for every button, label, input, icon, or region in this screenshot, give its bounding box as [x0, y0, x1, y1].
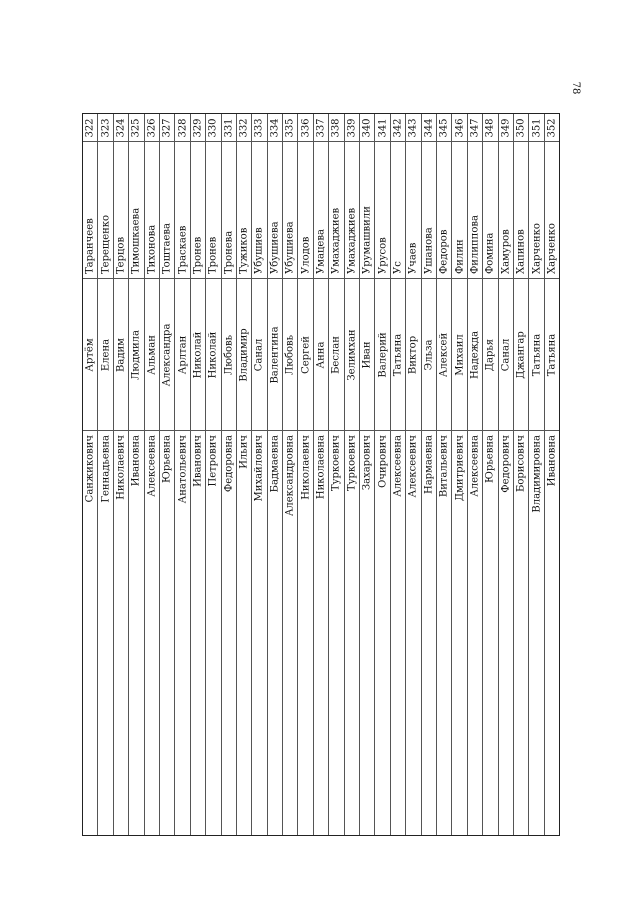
row-number-cell: [206, 114, 220, 142]
surname: Умацева: [315, 229, 327, 274]
surname-cell: [452, 142, 466, 279]
table-row: [283, 114, 298, 835]
first-name-cell: [437, 279, 451, 431]
patronymic: Туркоевич: [346, 435, 358, 492]
surname: Убушиев: [253, 227, 265, 274]
row-number: 322: [84, 117, 96, 138]
patronymic: Захарович: [361, 435, 373, 491]
table-row: [329, 114, 344, 835]
first-name-cell: [175, 279, 189, 431]
first-name: Елена: [100, 338, 112, 371]
row-number-cell: [499, 114, 513, 142]
first-name-cell: [360, 279, 374, 431]
patronymic-cell: [422, 431, 436, 835]
patronymic-cell: [222, 431, 236, 835]
row-number-cell: [529, 114, 543, 142]
patronymic-cell: [483, 431, 497, 835]
row-number: 323: [100, 117, 112, 138]
table-row: [391, 114, 406, 835]
surname: Тихонова: [146, 224, 158, 274]
patronymic: Александровна: [284, 435, 296, 517]
patronymic-cell: [437, 431, 451, 835]
surname-cell: [191, 142, 205, 279]
row-number: 328: [177, 117, 189, 138]
surname: Филиппова: [469, 215, 481, 274]
patronymic-cell: [98, 431, 112, 835]
surname-cell: [360, 142, 374, 279]
surname: Хапинов: [515, 229, 527, 274]
patronymic-cell: [499, 431, 513, 835]
patronymic: Петрович: [207, 435, 219, 487]
surname: Улодов: [300, 236, 312, 274]
first-name-cell: [206, 279, 220, 431]
patronymic-cell: [514, 431, 528, 835]
table-row: [83, 114, 98, 835]
row-number: 351: [531, 117, 543, 138]
row-number-cell: [545, 114, 559, 142]
first-name-cell: [314, 279, 328, 431]
surname-cell: [422, 142, 436, 279]
row-number: 329: [192, 117, 204, 138]
surname-cell: [468, 142, 482, 279]
patronymic-cell: [175, 431, 189, 835]
patronymic: Николаевич: [115, 435, 127, 500]
first-name: Санал: [500, 338, 512, 371]
first-name-cell: [252, 279, 266, 431]
patronymic-cell: [83, 431, 97, 835]
table-row: [268, 114, 283, 835]
table-row: [437, 114, 452, 835]
patronymic-cell: [206, 431, 220, 835]
row-number-cell: [222, 114, 236, 142]
first-name: Татьяна: [531, 333, 543, 376]
row-number-cell: [114, 114, 128, 142]
surname-cell: [114, 142, 128, 279]
table-row: [237, 114, 252, 835]
surname: Харченко: [531, 223, 543, 274]
surname: Учаев: [407, 242, 419, 274]
surname-cell: [406, 142, 420, 279]
surname-cell: [268, 142, 282, 279]
first-name-cell: [98, 279, 112, 431]
surname: Умахаджиев: [346, 207, 358, 274]
surname: Урумашвили: [361, 206, 373, 274]
surname: Ушанова: [423, 227, 435, 274]
patronymic: Николаевна: [315, 435, 327, 500]
first-name-cell: [83, 279, 97, 431]
patronymic: Бадмаевна: [269, 435, 281, 493]
table-row: [129, 114, 144, 835]
first-name: Беслан: [330, 335, 342, 374]
row-number-cell: [468, 114, 482, 142]
surname: Хамуров: [500, 229, 512, 274]
surname: Федоров: [438, 229, 450, 274]
row-number: 341: [377, 117, 389, 138]
patronymic: Ивановна: [546, 435, 558, 487]
table-row: [345, 114, 360, 835]
first-name-cell: [391, 279, 405, 431]
table-row: [360, 114, 375, 835]
surname-cell: [206, 142, 220, 279]
row-number-cell: [145, 114, 159, 142]
surname-cell: [98, 142, 112, 279]
first-name: Эльза: [423, 339, 435, 370]
patronymic-cell: [160, 431, 174, 835]
surname: Филин: [454, 239, 466, 274]
row-number: 340: [361, 117, 373, 138]
table-row: [175, 114, 190, 835]
patronymic-cell: [283, 431, 297, 835]
surname: Харченко: [546, 223, 558, 274]
row-number: 331: [223, 117, 235, 138]
surname-cell: [83, 142, 97, 279]
row-number-cell: [345, 114, 359, 142]
first-name-cell: [422, 279, 436, 431]
patronymic-cell: [529, 431, 543, 835]
patronymic-cell: [329, 431, 343, 835]
surname: Фомина: [484, 232, 496, 274]
first-name-cell: [483, 279, 497, 431]
patronymic-cell: [191, 431, 205, 835]
patronymic: Юрьевна: [484, 435, 496, 483]
surname-cell: [437, 142, 451, 279]
row-number: 337: [315, 117, 327, 138]
first-name: Николай: [192, 331, 204, 378]
row-number-cell: [283, 114, 297, 142]
patronymic-cell: [468, 431, 482, 835]
surname: Тимошкаева: [130, 207, 142, 274]
first-name-cell: [191, 279, 205, 431]
row-number-cell: [298, 114, 312, 142]
surname-cell: [237, 142, 251, 279]
surname: Тронев: [207, 236, 219, 274]
table-row: [252, 114, 267, 835]
surname: Тоштаева: [161, 223, 173, 274]
surname: Урусов: [377, 237, 389, 274]
first-name-cell: [452, 279, 466, 431]
table-row: [98, 114, 113, 835]
patronymic-cell: [375, 431, 389, 835]
first-name-cell: [222, 279, 236, 431]
row-number: 335: [284, 117, 296, 138]
patronymic-cell: [406, 431, 420, 835]
first-name-cell: [237, 279, 251, 431]
first-name: Виктор: [407, 335, 419, 374]
patronymic: Витальевич: [438, 435, 450, 498]
row-number: 343: [407, 117, 419, 138]
patronymic-cell: [360, 431, 374, 835]
table-row: [406, 114, 421, 835]
patronymic: Федоровна: [223, 435, 235, 493]
row-number-cell: [483, 114, 497, 142]
table-row: [468, 114, 483, 835]
patronymic: Ивановна: [130, 435, 142, 487]
table-row: [375, 114, 390, 835]
table-row: [114, 114, 129, 835]
table-row: [160, 114, 175, 835]
first-name: Дарья: [484, 338, 496, 371]
patronymic-cell: [268, 431, 282, 835]
patronymic: Геннадьевна: [100, 435, 112, 503]
row-number: 339: [346, 117, 358, 138]
surname-cell: [375, 142, 389, 279]
row-number: 345: [438, 117, 450, 138]
first-name: Любовь: [284, 334, 296, 375]
first-name: Санал: [253, 338, 265, 371]
surname-cell: [160, 142, 174, 279]
patronymic: Алексеевна: [146, 435, 158, 497]
row-number-cell: [237, 114, 251, 142]
first-name-cell: [375, 279, 389, 431]
patronymic: Ильич: [238, 435, 250, 469]
surname-cell: [329, 142, 343, 279]
surname: Ус: [392, 261, 404, 274]
row-number: 332: [238, 117, 250, 138]
table-row: [452, 114, 467, 835]
row-number-cell: [83, 114, 97, 142]
surname: Терещенко: [100, 214, 112, 274]
table-row: [514, 114, 529, 835]
table-row: [499, 114, 514, 835]
first-name: Джангар: [515, 330, 527, 379]
first-name: Арлтан: [177, 335, 189, 374]
row-number: 336: [300, 117, 312, 138]
surname: Терцов: [115, 236, 127, 274]
row-number: 350: [515, 117, 527, 138]
first-name: Любовь: [223, 334, 235, 375]
surname-cell: [145, 142, 159, 279]
row-number-cell: [329, 114, 343, 142]
first-name: Анна: [315, 341, 327, 368]
patronymic: Иванович: [192, 435, 204, 487]
row-number-cell: [252, 114, 266, 142]
table-row: [206, 114, 221, 835]
row-number: 326: [146, 117, 158, 138]
surname-cell: [252, 142, 266, 279]
surname-cell: [529, 142, 543, 279]
first-name: Алексей: [438, 332, 450, 377]
row-number: 325: [130, 117, 142, 138]
patronymic: Алексеевна: [469, 435, 481, 497]
row-number: 349: [500, 117, 512, 138]
patronymic: Анатольевич: [177, 435, 189, 504]
table-row: [529, 114, 544, 835]
surname: Убушиева: [269, 221, 281, 274]
patronymic: Дмитриевич: [454, 435, 466, 501]
surname-cell: [545, 142, 559, 279]
patronymic-cell: [314, 431, 328, 835]
surname: Тужиков: [238, 227, 250, 274]
row-number-cell: [314, 114, 328, 142]
first-name: Артём: [84, 337, 96, 372]
patronymic: Санжикович: [84, 435, 96, 503]
first-name: Михаил: [454, 333, 466, 376]
row-number-cell: [129, 114, 143, 142]
surname: Траскаев: [177, 225, 189, 274]
first-name-cell: [268, 279, 282, 431]
surname-cell: [298, 142, 312, 279]
first-name-cell: [529, 279, 543, 431]
patronymic-cell: [129, 431, 143, 835]
first-name-cell: [298, 279, 312, 431]
row-number: 338: [330, 117, 342, 138]
row-number-cell: [98, 114, 112, 142]
row-number-cell: [191, 114, 205, 142]
patronymic: Туркоевич: [330, 435, 342, 492]
first-name: Александра: [161, 323, 173, 386]
people-table: [82, 113, 560, 836]
row-number-cell: [375, 114, 389, 142]
first-name-cell: [160, 279, 174, 431]
surname-cell: [483, 142, 497, 279]
first-name: Альман: [146, 334, 158, 375]
surname: Умахаджиев: [330, 207, 342, 274]
table-row: [422, 114, 437, 835]
row-number-cell: [514, 114, 528, 142]
row-number-cell: [160, 114, 174, 142]
first-name-cell: [406, 279, 420, 431]
surname: Тронев: [192, 236, 204, 274]
row-number: 352: [546, 117, 558, 138]
first-name: Николай: [207, 331, 219, 378]
first-name: Татьяна: [392, 333, 404, 376]
row-number: 330: [207, 117, 219, 138]
patronymic: Очирович: [377, 435, 389, 488]
first-name-cell: [145, 279, 159, 431]
surname: Убушиева: [284, 221, 296, 274]
first-name: Людмила: [130, 329, 142, 380]
row-number-cell: [391, 114, 405, 142]
patronymic: Алексеевич: [407, 435, 419, 498]
first-name: Надежда: [469, 330, 481, 379]
first-name: Зелимхан: [346, 328, 358, 381]
first-name: Валерий: [377, 331, 389, 378]
row-number: 344: [423, 117, 435, 138]
row-number-cell: [437, 114, 451, 142]
table-row: [483, 114, 498, 835]
first-name-cell: [114, 279, 128, 431]
first-name-cell: [499, 279, 513, 431]
surname-cell: [345, 142, 359, 279]
page-number: 78: [570, 81, 581, 95]
table-row: [298, 114, 313, 835]
first-name: Вадим: [115, 337, 127, 372]
row-number: 348: [484, 117, 496, 138]
patronymic: Нармаевна: [423, 435, 435, 494]
row-number: 347: [469, 117, 481, 138]
first-name-cell: [345, 279, 359, 431]
surname-cell: [499, 142, 513, 279]
row-number: 324: [115, 117, 127, 138]
first-name: Владимир: [238, 327, 250, 382]
patronymic-cell: [252, 431, 266, 835]
table-row: [314, 114, 329, 835]
table-row: [145, 114, 160, 835]
patronymic: Михайлович: [253, 435, 265, 502]
first-name-cell: [329, 279, 343, 431]
row-number-cell: [360, 114, 374, 142]
first-name-cell: [129, 279, 143, 431]
patronymic-cell: [237, 431, 251, 835]
surname-cell: [175, 142, 189, 279]
patronymic: Федорович: [500, 435, 512, 493]
patronymic-cell: [391, 431, 405, 835]
patronymic: Владимировна: [531, 435, 543, 513]
patronymic-cell: [452, 431, 466, 835]
first-name-cell: [468, 279, 482, 431]
row-number-cell: [406, 114, 420, 142]
surname-cell: [222, 142, 236, 279]
patronymic-cell: [545, 431, 559, 835]
first-name-cell: [283, 279, 297, 431]
patronymic: Алексеевна: [392, 435, 404, 497]
patronymic: Борисович: [515, 435, 527, 492]
table-row: [191, 114, 206, 835]
row-number-cell: [452, 114, 466, 142]
row-number: 333: [253, 117, 265, 138]
patronymic-cell: [145, 431, 159, 835]
first-name: Иван: [361, 341, 373, 368]
first-name-cell: [514, 279, 528, 431]
surname: Тронева: [223, 230, 235, 274]
surname: Таранчеев: [84, 218, 96, 274]
table-row: [545, 114, 559, 835]
row-number: 334: [269, 117, 281, 138]
patronymic: Николаевич: [300, 435, 312, 500]
row-number: 327: [161, 117, 173, 138]
row-number-cell: [175, 114, 189, 142]
surname-cell: [129, 142, 143, 279]
first-name-cell: [545, 279, 559, 431]
patronymic-cell: [298, 431, 312, 835]
first-name: Татьяна: [546, 333, 558, 376]
surname-cell: [314, 142, 328, 279]
surname-cell: [283, 142, 297, 279]
patronymic-cell: [114, 431, 128, 835]
table-row: [222, 114, 237, 835]
surname-cell: [391, 142, 405, 279]
first-name: Валентина: [269, 325, 281, 384]
row-number-cell: [422, 114, 436, 142]
surname-cell: [514, 142, 528, 279]
row-number: 346: [454, 117, 466, 138]
row-number: 342: [392, 117, 404, 138]
first-name: Сергей: [300, 335, 312, 374]
patronymic: Юрьевна: [161, 435, 173, 483]
patronymic-cell: [345, 431, 359, 835]
row-number-cell: [268, 114, 282, 142]
